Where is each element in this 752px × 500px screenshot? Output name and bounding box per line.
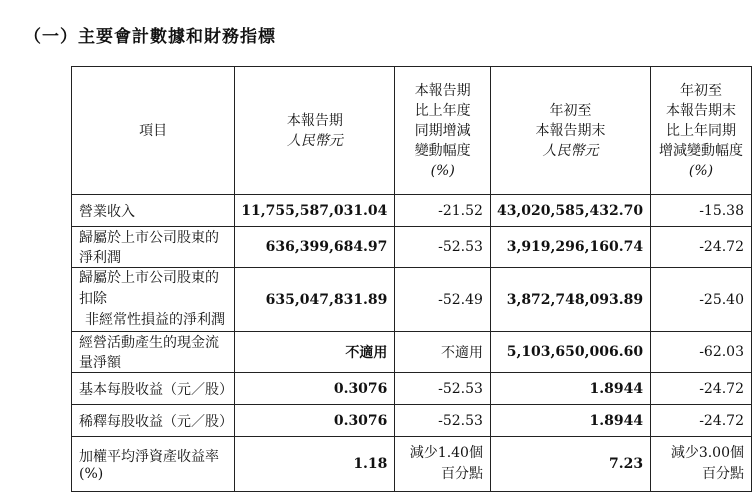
table-row xyxy=(72,227,752,268)
header-ytd: 年初至 本報告期末 人民幣元 xyxy=(490,67,650,195)
cell-ytd-change: -24.72 xyxy=(651,405,752,437)
cell-period: 0.3076 xyxy=(235,405,395,437)
row-label: 基本每股收益（元／股） xyxy=(72,373,235,405)
cell-change: 減少1.40個 百分點 xyxy=(395,437,491,492)
cell-period: 0.3076 xyxy=(235,373,395,405)
cell-ytd-change: -24.72 xyxy=(651,373,752,405)
cell-change: -52.53 xyxy=(395,373,491,405)
cell-period: 11,755,587,031.04 xyxy=(235,195,395,227)
row-label: 營業收入 xyxy=(72,195,235,227)
cell-period: 635,047,831.89 xyxy=(235,268,395,332)
cell-change: 不適用 xyxy=(395,332,491,373)
cell-change: -52.53 xyxy=(395,405,491,437)
table-row xyxy=(72,373,752,405)
cell-ytd: 3,919,296,160.74 xyxy=(490,227,650,268)
cell-ytd: 7.23 xyxy=(490,437,650,492)
cell-period: 1.18 xyxy=(235,437,395,492)
header-change: 本報告期 比上年度 同期增減 變動幅度 (%) xyxy=(395,67,491,195)
cell-period: 636,399,684.97 xyxy=(235,227,395,268)
row-label: 稀釋每股收益（元／股） xyxy=(72,405,235,437)
cell-ytd: 1.8944 xyxy=(490,373,650,405)
row-label: 歸屬於上市公司股東的淨利潤 xyxy=(72,227,235,268)
table-row xyxy=(72,437,752,492)
row-label: 經營活動產生的現金流量淨額 xyxy=(72,332,235,373)
cell-period: 不適用 xyxy=(235,332,395,373)
cell-ytd: 1.8944 xyxy=(490,405,650,437)
cell-ytd-change: -62.03 xyxy=(651,332,752,373)
cell-ytd: 3,872,748,093.89 xyxy=(490,268,650,332)
header-item: 項目 xyxy=(72,67,235,195)
table-row xyxy=(72,268,752,332)
cell-change: -52.49 xyxy=(395,268,491,332)
header-period: 本報告期 人民幣元 xyxy=(235,67,395,195)
table-row xyxy=(72,195,752,227)
table-header-row xyxy=(72,67,752,195)
table-row xyxy=(72,332,752,373)
header-ytd-change: 年初至 本報告期末 比上年同期 增減變動幅度 (%) xyxy=(651,67,752,195)
section-title: （一）主要會計數據和財務指標 xyxy=(24,27,276,47)
cell-ytd-change: -15.38 xyxy=(651,195,752,227)
cell-ytd-change: 減少3.00個 百分點 xyxy=(651,437,752,492)
cell-change: -52.53 xyxy=(395,227,491,268)
cell-ytd-change: -24.72 xyxy=(651,227,752,268)
cell-change: -21.52 xyxy=(395,195,491,227)
table-row xyxy=(72,405,752,437)
cell-ytd: 43,020,585,432.70 xyxy=(490,195,650,227)
row-label: 加權平均淨資產收益率(%) xyxy=(72,437,235,492)
cell-ytd: 5,103,650,006.60 xyxy=(490,332,650,373)
financial-data-table xyxy=(71,66,752,492)
row-label: 歸屬於上市公司股東的扣除 非經常性損益的淨利潤 xyxy=(72,268,235,332)
cell-ytd-change: -25.40 xyxy=(651,268,752,332)
